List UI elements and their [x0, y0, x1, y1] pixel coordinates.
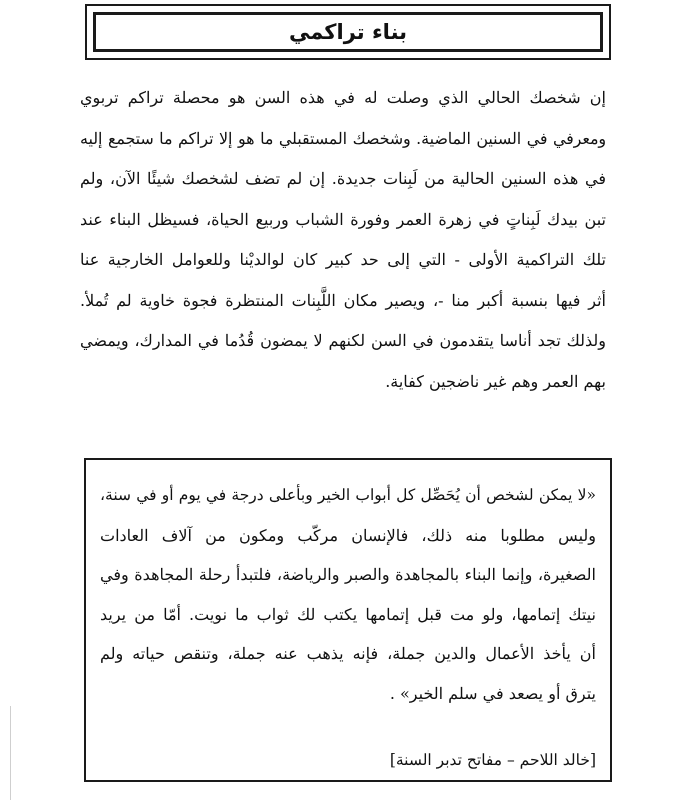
quote-line: الصغيرة، وإنما البناء بالمجاهدة والصبر والرياضة، فلتبدأ رحلة المجاهدة وفي — [100, 565, 596, 584]
quote-line: وليس مطلوبا منه ذلك، فالإنسان مركّب ومكون من آلاف العادات — [100, 525, 596, 545]
body-paragraph — [80, 78, 606, 402]
quote-line: نيتك إتمامها، ولو مت قبل إتمامها يكتب لك ثواب ما نويت. أمّا من يريد — [100, 604, 596, 624]
quote-text — [100, 476, 596, 713]
quote-box — [84, 458, 612, 782]
body-line: بهم العمر وهم غير ناضجين كفاية. — [385, 371, 606, 391]
title-inner-frame — [93, 12, 603, 52]
body-line: ولذلك تجد أناسا يتقدمون في السن لكنهم لا يمضون قُدُما في المدارك، ويمضي — [80, 331, 606, 350]
body-line: تلك التراكمية الأولى - التي إلى حد كبير كان لوالديْنا وللعوامل الخارجية عنا — [80, 250, 606, 269]
quote-line: «لا يمكن لشخص أن يُحَصِّل كل أبواب الخير وبأعلى درجة في يوم أو في سنة، — [100, 486, 596, 504]
body-line: أثر فيها بنسبة أكبر منا -، ويصير مكان اللَّبِنات المنتظرة فجوة خاوية لم تُملأ. — [80, 290, 606, 310]
quote-line: أن يأخذ الأعمال والدين جملة، فإنه يذهب عنه جملة، وتنقص حياته ولم — [100, 644, 596, 663]
body-line: ومعرفي في السنين الماضية. وشخصك المستقبلي ما هو إلا تراكم ما ستجمع إليه — [80, 128, 606, 148]
quote-attribution: [خالد اللاحم – مفاتح تدبر السنة] — [389, 750, 596, 769]
body-line: إن شخصك الحالي الذي وصلت له في هذه السن هو محصلة تراكم تربوي — [80, 88, 606, 107]
body-line: تبن بيدك لَبِناتٍ في زهرة العمر وفورة الشباب وربيع الحياة، فسيظل البناء عند — [80, 209, 606, 229]
page-edge-line — [10, 706, 11, 800]
title-frame — [85, 4, 611, 60]
quote-line: يترق أو يصعد في سلم الخير» . — [389, 683, 596, 703]
page-title: بناء تراكمي — [288, 19, 408, 44]
body-line: في هذه السنين الحالية من لَبِنات جديدة. إن لم تضف لشخصك شيئًا الآن، ولم — [80, 169, 606, 188]
